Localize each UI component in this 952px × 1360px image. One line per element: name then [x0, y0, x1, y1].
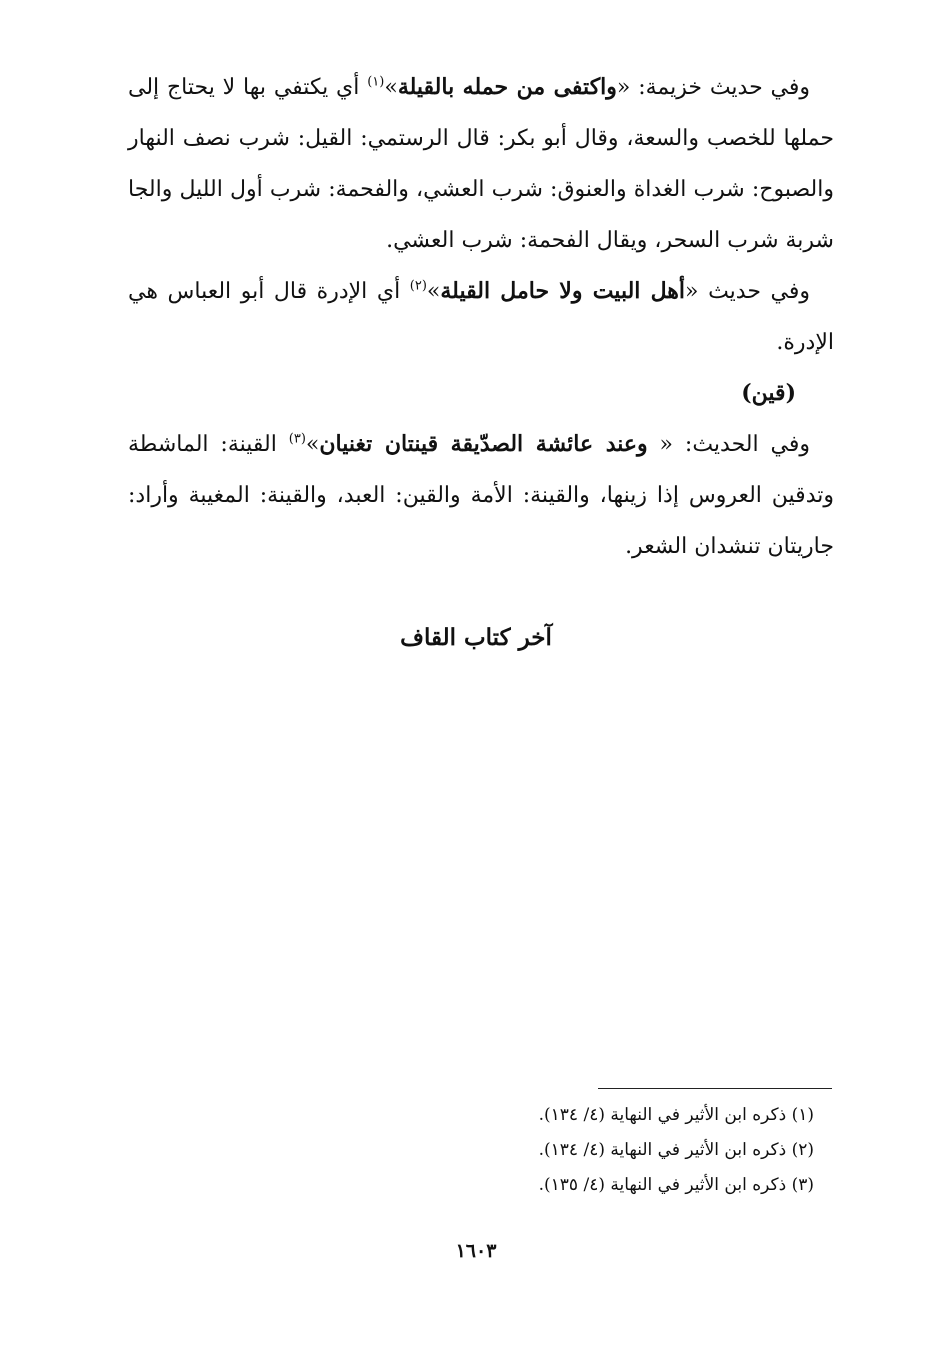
quote-mark: »	[384, 75, 398, 100]
paragraph-text: القينة: الماشطة وتدقين العروس إذا زينها، والقينة: الأمة والقين: العبد، والقينة: المغيبة وأراد: جاريتان تنشدان الشعر.	[128, 432, 834, 559]
main-text	[128, 62, 834, 572]
paragraph-ahl-al-bayt	[128, 266, 834, 368]
paragraph-text: أي يكتفي بها لا يحتاج إلى حملها للخصب والسعة، وقال أبو بكر: قال الرستمي: القيل: شرب نصف النهار والصبوح: شرب الغداة والعنوق: شرب العشي، والفحمة: شرب أول الليل والجا شربة شرب السحر، ويقال الفحمة: شرب العشي.	[128, 75, 834, 253]
footnote-ref: (١)	[367, 74, 385, 90]
page-number: ١٦٠٣	[455, 1240, 497, 1262]
footnote-ref: (٣)	[288, 431, 306, 447]
hadith-quote: واكتفى من حمله بالقيلة	[397, 74, 617, 100]
paragraph-text: وفي حديث «	[685, 279, 810, 304]
paragraph-text: وفي حديث خزيمة: «	[616, 75, 810, 100]
quote-mark: »	[305, 432, 320, 457]
hadith-quote: وعند عائشة الصدّيقة قينتان تغنيان	[319, 431, 648, 457]
footnote-1: (١) ذكره ابن الأثير في النهاية (٤/ ١٣٤).	[538, 1105, 814, 1125]
footnotes	[394, 1098, 814, 1203]
hadith-quote: أهل البيت ولا حامل القيلة	[440, 278, 686, 304]
paragraph-khuzaima	[128, 62, 834, 266]
footnote-divider	[598, 1088, 832, 1089]
footnote-3: (٣) ذكره ابن الأثير في النهاية (٤/ ١٣٥).	[538, 1175, 814, 1195]
paragraph-text: أي الإدرة قال أبو العباس هي الإدرة.	[128, 279, 834, 355]
paragraph-qayna	[128, 419, 834, 572]
paragraph-text: وفي الحديث: «	[647, 432, 810, 457]
footnote-2: (٢) ذكره ابن الأثير في النهاية (٤/ ١٣٤).	[538, 1140, 814, 1160]
section-heading: (قين)	[741, 380, 796, 406]
quote-mark: »	[426, 279, 441, 304]
closing-title: آخر كتاب القاف	[400, 624, 552, 651]
footnote-ref: (٢)	[409, 278, 427, 294]
